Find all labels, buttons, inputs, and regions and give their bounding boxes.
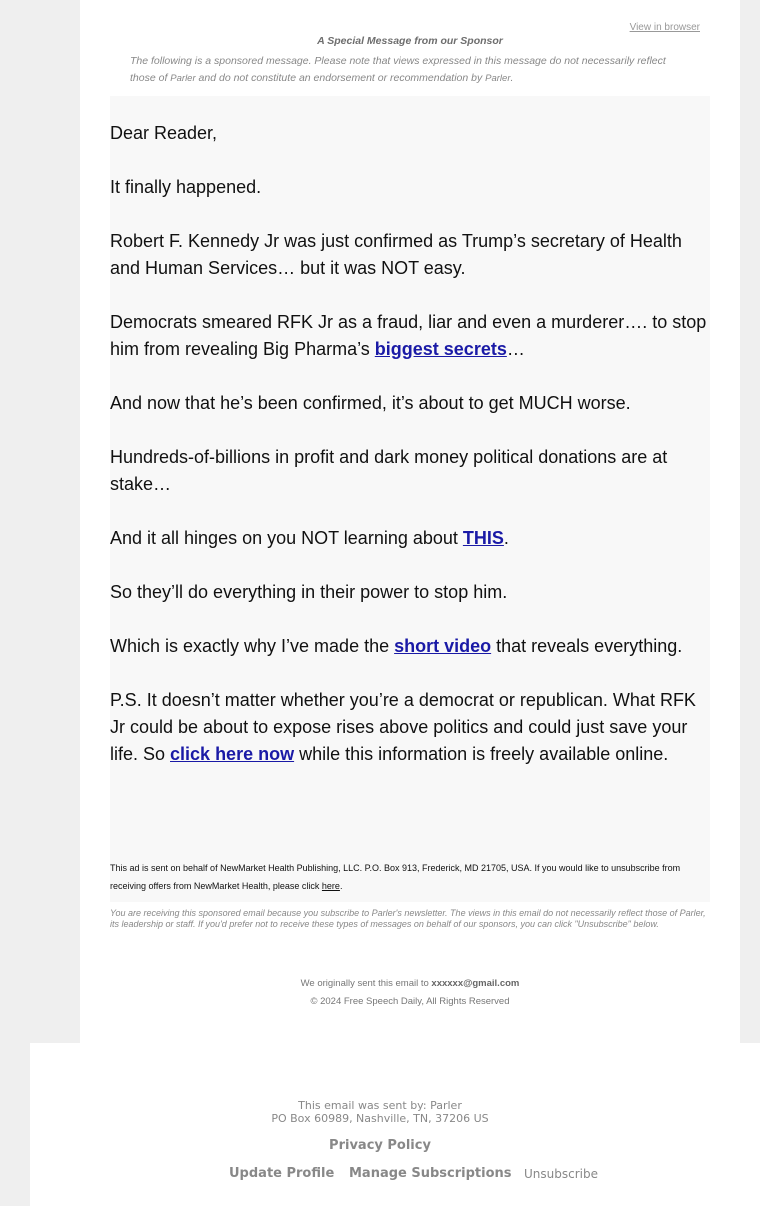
ad-paragraph-3-text: Democrats smeared RFK Jr as a fraud, liar and even a murderer…. to stop him from revealing Big Pharma’s: [110, 312, 707, 359]
disclaimer-brand-1: Parler: [170, 73, 196, 84]
disclaimer-text-2: and do not constitute an endorsement or recommendation by: [195, 72, 486, 84]
ad-paragraph-8-text: Which is exactly why I’ve made the: [110, 636, 395, 656]
ad-paragraph-8-end: that reveals everything.: [491, 636, 683, 656]
ad-paragraph-6: [110, 525, 710, 552]
manage-subscriptions-link[interactable]: Manage Subscriptions: [349, 1166, 512, 1181]
recipient-email: xxxxxx@gmail.com: [431, 978, 520, 989]
disclaimer-brand-2: Parler: [485, 73, 511, 84]
ad-paragraph-6-text: And it all hinges on you NOT learning about: [110, 528, 463, 548]
ad-paragraph-6-end: .: [503, 528, 509, 548]
receiving-notice: You are receiving this sponsored email because you subscribe to Parler's newsletter. The views in this email do not necessarily reflect those of Parler, its leadership or staff. If you'd prefer not to receive these types of messages on behalf of our sponsors, you can click "Unsubscribe" below.: [110, 908, 706, 929]
privacy-policy-link[interactable]: Privacy Policy: [329, 1138, 431, 1153]
email-card: [80, 0, 740, 1043]
disclaimer-text-1: The following is a sponsored message. Please note that views expressed in this message do not necessarily reflect those of: [130, 55, 666, 84]
sender-address: PO Box 60989, Nashville, TN, 37206 US: [271, 1112, 489, 1125]
ad-postscript-text: P.S. It doesn’t matter whether you’re a democrat or republican. What RFK Jr could be about to expose rises above politics and could just save your life. So: [110, 690, 696, 764]
ad-paragraph-5: Hundreds-of-billions in profit and dark money political donations are at stake…: [110, 447, 668, 494]
this-link[interactable]: THIS: [462, 528, 504, 548]
ad-unsubscribe-here-link[interactable]: here: [321, 881, 340, 891]
ad-paragraph-3-end: …: [506, 339, 525, 359]
short-video-link[interactable]: short video: [394, 636, 492, 656]
ad-footer-body: This ad is sent on behalf of NewMarket Health Publishing, LLC. P.O. Box 913, Frederick, MD 21705, USA. If you would like to unsubscribe from receiving offers from NewMarket Health, please click: [110, 863, 681, 891]
sponsor-heading: A Special Message from our Sponsor: [317, 35, 503, 47]
sent-by-line: This email was sent by: Parler: [298, 1099, 462, 1112]
unsubscribe-link[interactable]: Unsubscribe: [524, 1167, 598, 1181]
sponsored-ad-panel: [110, 96, 710, 902]
ad-greeting: Dear Reader,: [110, 123, 218, 143]
ad-postscript: [110, 687, 710, 768]
view-in-browser-link[interactable]: View in browser: [629, 22, 700, 33]
ad-paragraph-4: And now that he’s been confirmed, it’s about to get MUCH worse.: [110, 393, 631, 413]
disclaimer-text-3: .: [510, 72, 514, 84]
sponsor-disclaimer: [130, 53, 690, 87]
click-here-now-link[interactable]: click here now: [170, 744, 295, 764]
ad-paragraph-2: Robert F. Kennedy Jr was just confirmed as Trump’s secretary of Health and Human Services… but it was NOT easy.: [110, 231, 682, 278]
biggest-secrets-link[interactable]: biggest secrets: [374, 339, 507, 359]
ad-footer-text: [110, 859, 700, 895]
ad-footer-end: .: [339, 881, 343, 891]
email-footer: [30, 1043, 760, 1206]
sent-to-line: [80, 978, 740, 989]
update-profile-link[interactable]: Update Profile: [229, 1166, 335, 1181]
ad-body: [110, 120, 710, 795]
sent-to-prefix: We originally sent this email to: [300, 978, 432, 989]
ad-paragraph-8: [110, 633, 710, 660]
ad-paragraph-1: It finally happened.: [110, 177, 262, 197]
ad-postscript-end: while this information is freely available online.: [294, 744, 669, 764]
copyright: © 2024 Free Speech Daily, All Rights Reserved: [310, 996, 510, 1007]
ad-paragraph-7: So they’ll do everything in their power to stop him.: [110, 582, 508, 602]
ad-paragraph-3: [110, 309, 710, 363]
